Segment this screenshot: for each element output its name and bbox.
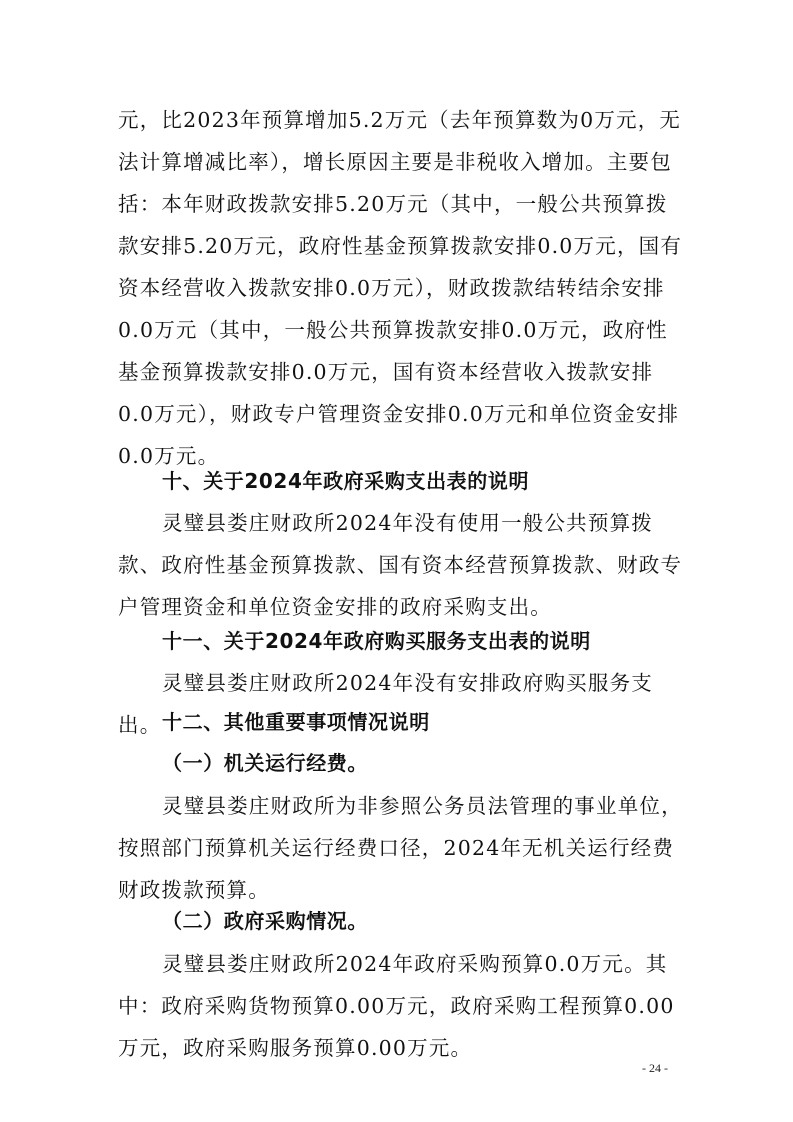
page-number: - 24 - bbox=[642, 1061, 668, 1075]
section-heading-12: 十二、其他重要事项情况说明 bbox=[162, 710, 430, 734]
paragraph-procurement: 灵璧县娄庄财政所2024年没有使用一般公共预算拨款、政府性基金预算拨款、国有资本经营预算拨款、财政专户管理资金和单位资金安排的政府采购支出。 bbox=[118, 511, 683, 619]
section-heading-11: 十一、关于2024年政府购买服务支出表的说明 bbox=[162, 629, 591, 653]
subsection-heading-2: （二）政府采购情况。 bbox=[162, 909, 368, 933]
paragraph-procurement-budget: 灵璧县娄庄财政所2024年政府采购预算0.0万元。其中：政府采购货物预算0.00万元，政府采购工程预算0.00万元，政府采购服务预算0.00万元。 bbox=[118, 952, 675, 1060]
section-heading-10: 十、关于2024年政府采购支出表的说明 bbox=[162, 469, 530, 493]
paragraph-purchase-services: 灵璧县娄庄财政所2024年没有安排政府购买服务支出。 bbox=[118, 671, 653, 737]
paragraph-operating-costs: 灵璧县娄庄财政所为非参照公务员法管理的事业单位，按照部门预算机关运行经费口径，2024年无机关运行经费财政拨款预算。 bbox=[118, 794, 683, 902]
paragraph-budget-revenue: 元，比2023年预算增加5.2万元（去年预算数为0万元，无法计算增减比率），增长原因主要是非税收入增加。主要包括：本年财政拨款安排5.20万元（其中，一般公共预算拨款安排5.20万元，政府性基金预算拨款安排0.0万元，国有资本经营收入拨款安排0.0万元），财政拨款结转结余安排0.0万元（其中，一般公共预算拨款安排0.0万元，政府性基金预算拨款安排0.0万元，国有资本经营收入拨款安排0.0万元），财政专户管理资金安排0.0万元和单位资金安排0.0万元。 bbox=[118, 108, 683, 468]
subsection-heading-1: （一）机关运行经费。 bbox=[162, 751, 368, 775]
